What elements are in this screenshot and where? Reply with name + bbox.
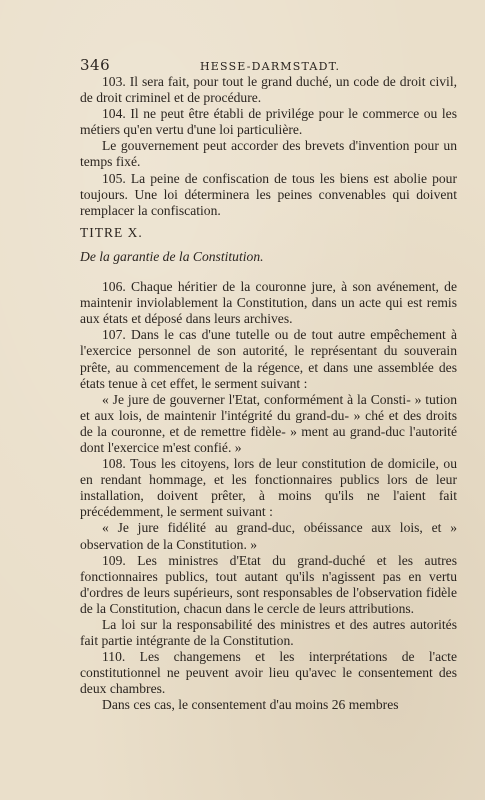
running-title: HESSE-DARMSTADT. (200, 60, 341, 73)
page-header (80, 56, 457, 74)
oath-regent: « Je jure de gouverner l'Etat, conformément à la Consti- » tution et aux lois, de maintenir l'intégrité du grand-du- » ché et des droits de la couronne, et de remettre fidèle- » ment au grand-duc l'autorité dont l'exercice m'est confié. » (80, 391, 457, 455)
oath-citizens: « Je jure fidélité au grand-duc, obéissance aux lois, et » observation de la Constitution. » (80, 520, 457, 552)
article-109: 109. Les ministres d'Etat du grand-duché et les autres fonctionnaires publics, tout autant qu'ils n'agissent pas en vertu d'ordres de leurs supérieurs, sont responsables de l'observation fidèle de la Constitution, chacun dans le cercle de leurs attributions. (80, 552, 457, 616)
article-109-responsabilite: La loi sur la responsabilité des ministres et des autres autorités fait partie intégrante de la Constitution. (80, 617, 457, 649)
article-103: 103. Il sera fait, pour tout le grand duché, un code de droit civil, de droit criminel et de procédure. (80, 74, 457, 106)
article-104: 104. Il ne peut être établi de privilége pour le commerce ou les métiers qu'en vertu d'une loi particulière. (80, 106, 457, 138)
section-title: TITRE X. (80, 224, 143, 240)
article-106: 106. Chaque héritier de la couronne jure, à son avénement, de maintenir inviolablement la Constitution, dans un acte qui est remis aux états et déposé dans leurs archives. (80, 279, 457, 327)
article-105: 105. La peine de confiscation de tous les biens est abolie pour toujours. Une loi déterminera les peines convenables qui doivent remplacer la confiscation. (80, 170, 457, 218)
article-104-brevets: Le gouvernement peut accorder des brevets d'invention pour un temps fixé. (80, 138, 457, 170)
article-107: 107. Dans le cas d'une tutelle ou de tout autre empêchement à l'exercice personnel de son autorité, le représentant du souverain prête, au commencement de la régence, et dans une assemblée des états tenue à cet effet, le serment suivant : (80, 327, 457, 391)
section-subtitle: De la garantie de la Constitution. (80, 248, 264, 264)
article-110-consentement: Dans ces cas, le consentement d'au moins 26 membres (102, 697, 399, 713)
page-number: 346 (80, 56, 111, 74)
body-text (80, 74, 457, 714)
article-108: 108. Tous les citoyens, lors de leur constitution de domicile, ou en rendant hommage, et les fonctionnaires publics lors de leur installation, doivent prêter, à moins qu'ils ne l'aient fait précédemment, le serment suivant : (80, 456, 457, 520)
article-110: 110. Les changemens et les interprétations de l'acte constitutionnel ne peuvent avoir lieu qu'avec le consentement des deux chambres. (80, 649, 457, 697)
